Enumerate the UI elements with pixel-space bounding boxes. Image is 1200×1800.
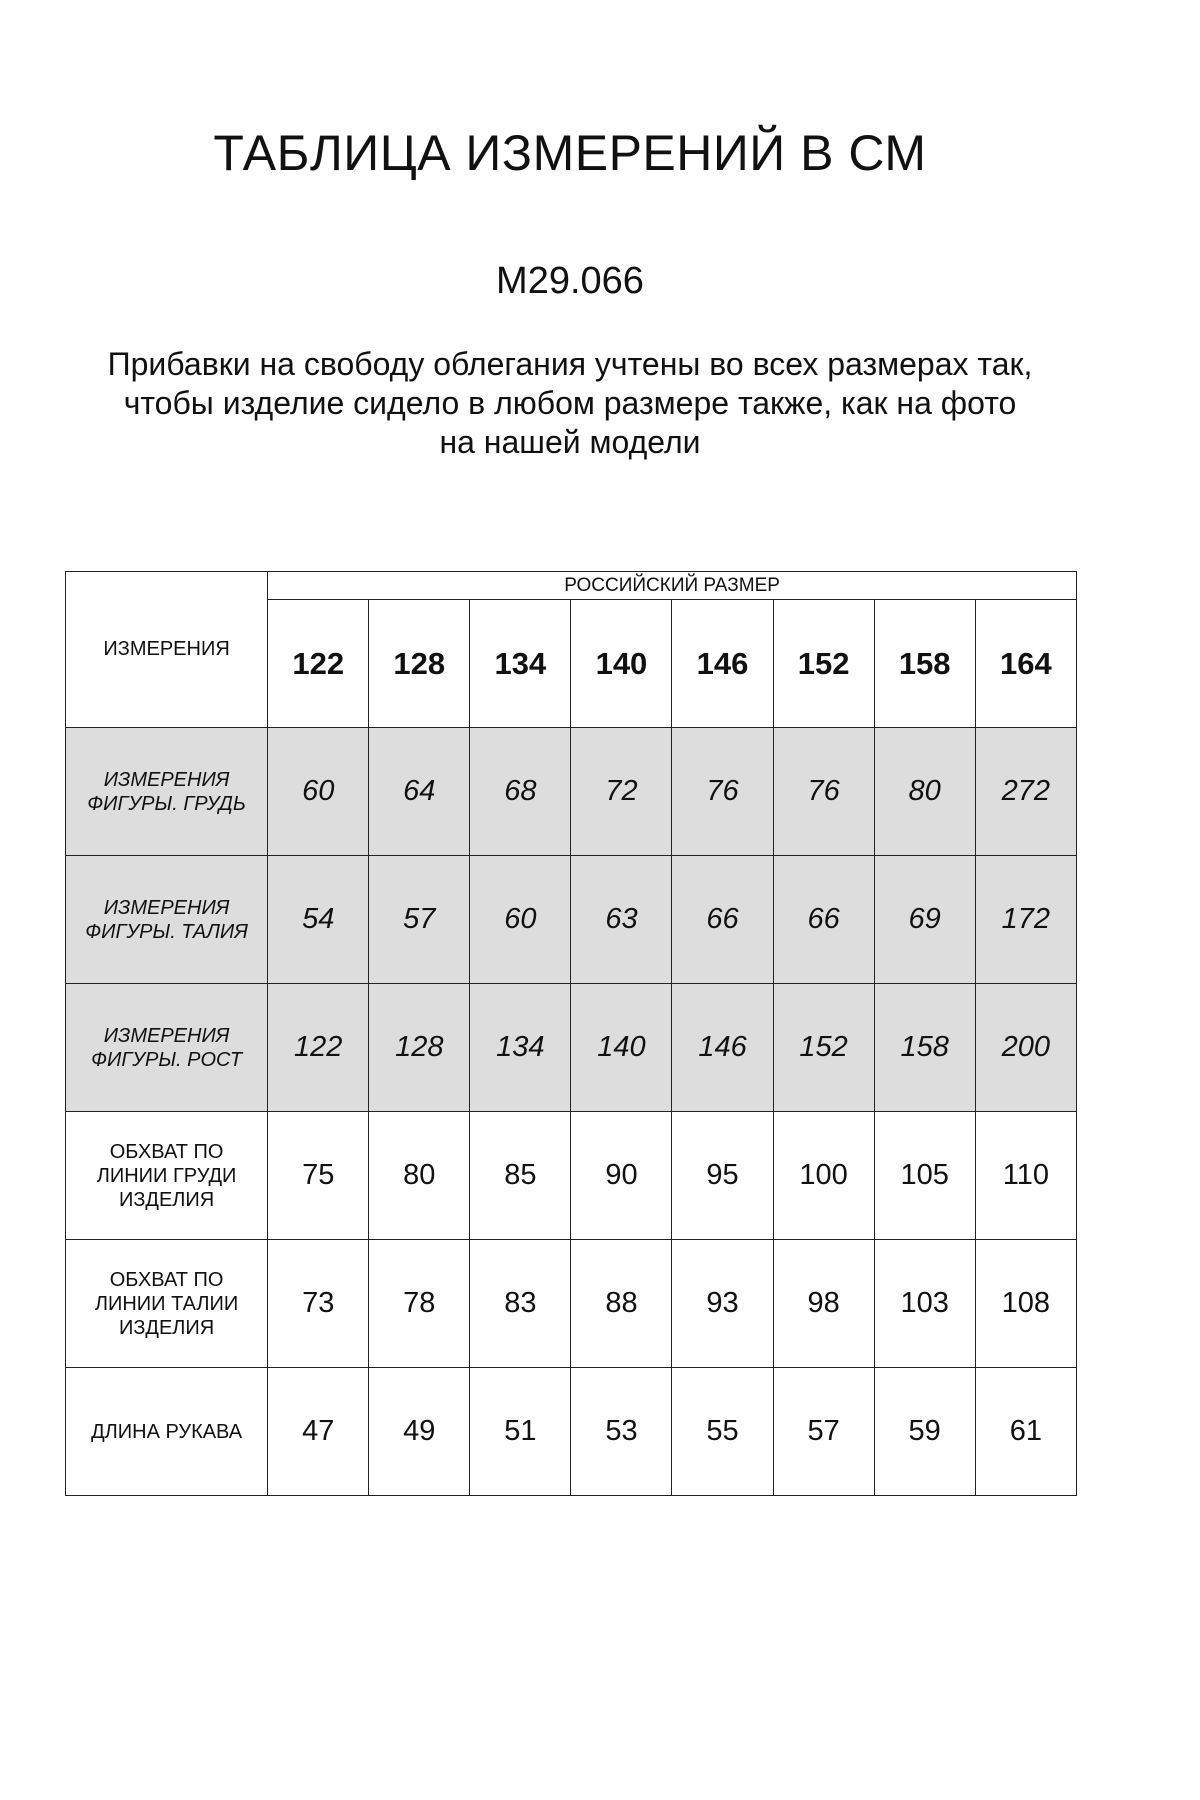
table-row [66, 728, 1077, 856]
value-cell: 66 [773, 856, 874, 984]
row-label-line: ИЗМЕРЕНИЯ [103, 896, 230, 919]
value-cell: 80 [874, 728, 975, 856]
value-cell: 76 [773, 728, 874, 856]
row-label [66, 1112, 268, 1240]
fit-note [40, 345, 1100, 462]
row-label-line: ИЗДЕЛИЯ [118, 1316, 215, 1339]
value-cell: 90 [571, 1112, 672, 1240]
row-label [66, 1368, 268, 1496]
table-header-row [66, 572, 1077, 600]
value-cell: 110 [975, 1112, 1076, 1240]
row-label [66, 856, 268, 984]
size-header-cell: 146 [672, 600, 773, 728]
value-cell: 55 [672, 1368, 773, 1496]
value-cell: 80 [369, 1112, 470, 1240]
row-label [66, 984, 268, 1112]
size-header-cell: 140 [571, 600, 672, 728]
value-cell: 128 [369, 984, 470, 1112]
value-cell: 76 [672, 728, 773, 856]
row-label-line: ОБХВАТ ПО [109, 1268, 224, 1291]
value-cell: 63 [571, 856, 672, 984]
value-cell: 134 [470, 984, 571, 1112]
size-header-cell: 128 [369, 600, 470, 728]
table-row [66, 1368, 1077, 1496]
row-label-line: ФИГУРЫ. РОСТ [91, 1048, 243, 1071]
value-cell: 88 [571, 1240, 672, 1368]
value-cell: 105 [874, 1112, 975, 1240]
table-row [66, 984, 1077, 1112]
size-header-cell: 152 [773, 600, 874, 728]
table-row [66, 856, 1077, 984]
value-cell: 140 [571, 984, 672, 1112]
value-cell: 108 [975, 1240, 1076, 1368]
row-label-line: ОБХВАТ ПО [109, 1140, 224, 1163]
value-cell: 57 [369, 856, 470, 984]
row-label-line: ДЛИНА РУКАВА [91, 1420, 243, 1443]
value-cell: 172 [975, 856, 1076, 984]
value-cell: 98 [773, 1240, 874, 1368]
value-cell: 54 [268, 856, 369, 984]
value-cell: 60 [470, 856, 571, 984]
value-cell: 93 [672, 1240, 773, 1368]
value-cell: 53 [571, 1368, 672, 1496]
value-cell: 69 [874, 856, 975, 984]
row-label-line: ИЗМЕРЕНИЯ [103, 768, 230, 791]
value-cell: 64 [369, 728, 470, 856]
value-cell: 152 [773, 984, 874, 1112]
size-table [65, 571, 1077, 1496]
value-cell: 49 [369, 1368, 470, 1496]
value-cell: 122 [268, 984, 369, 1112]
size-header-cell: 158 [874, 600, 975, 728]
value-cell: 103 [874, 1240, 975, 1368]
size-header-cell: 122 [268, 600, 369, 728]
value-cell: 146 [672, 984, 773, 1112]
value-cell: 61 [975, 1368, 1076, 1496]
value-cell: 272 [975, 728, 1076, 856]
value-cell: 60 [268, 728, 369, 856]
value-cell: 158 [874, 984, 975, 1112]
fit-note-line: Прибавки на свободу облегания учтены во всех размерах так, [107, 346, 1033, 382]
row-label-line: ЛИНИИ ТАЛИИ [94, 1292, 239, 1315]
value-cell: 59 [874, 1368, 975, 1496]
value-cell: 78 [369, 1240, 470, 1368]
table-row [66, 1240, 1077, 1368]
table-row [66, 1112, 1077, 1240]
row-label-line: ЛИНИИ ГРУДИ [96, 1164, 237, 1187]
value-cell: 83 [470, 1240, 571, 1368]
row-label-line: ФИГУРЫ. ГРУДЬ [87, 792, 246, 815]
page-title: ТАБЛИЦА ИЗМЕРЕНИЙ В СМ [213, 125, 927, 181]
row-label-line: ИЗМЕРЕНИЯ [103, 1024, 230, 1047]
value-cell: 100 [773, 1112, 874, 1240]
value-cell: 68 [470, 728, 571, 856]
size-header-cell: 164 [975, 600, 1076, 728]
value-cell: 51 [470, 1368, 571, 1496]
article-number: М29.066 [496, 260, 644, 302]
measurements-header: ИЗМЕРЕНИЯ [66, 572, 268, 728]
value-cell: 72 [571, 728, 672, 856]
value-cell: 75 [268, 1112, 369, 1240]
size-header-cell: 134 [470, 600, 571, 728]
value-cell: 85 [470, 1112, 571, 1240]
value-cell: 66 [672, 856, 773, 984]
value-cell: 73 [268, 1240, 369, 1368]
value-cell: 200 [975, 984, 1076, 1112]
value-cell: 95 [672, 1112, 773, 1240]
row-label-line: ФИГУРЫ. ТАЛИЯ [85, 920, 248, 943]
row-label [66, 1240, 268, 1368]
fit-note-line: чтобы изделие сидело в любом размере также, как на фото [123, 385, 1017, 421]
fit-note-line: на нашей модели [439, 424, 701, 460]
row-label [66, 728, 268, 856]
value-cell: 47 [268, 1368, 369, 1496]
russian-size-header: РОССИЙСКИЙ РАЗМЕР [268, 572, 1077, 600]
value-cell: 57 [773, 1368, 874, 1496]
row-label-line: ИЗДЕЛИЯ [118, 1188, 215, 1211]
